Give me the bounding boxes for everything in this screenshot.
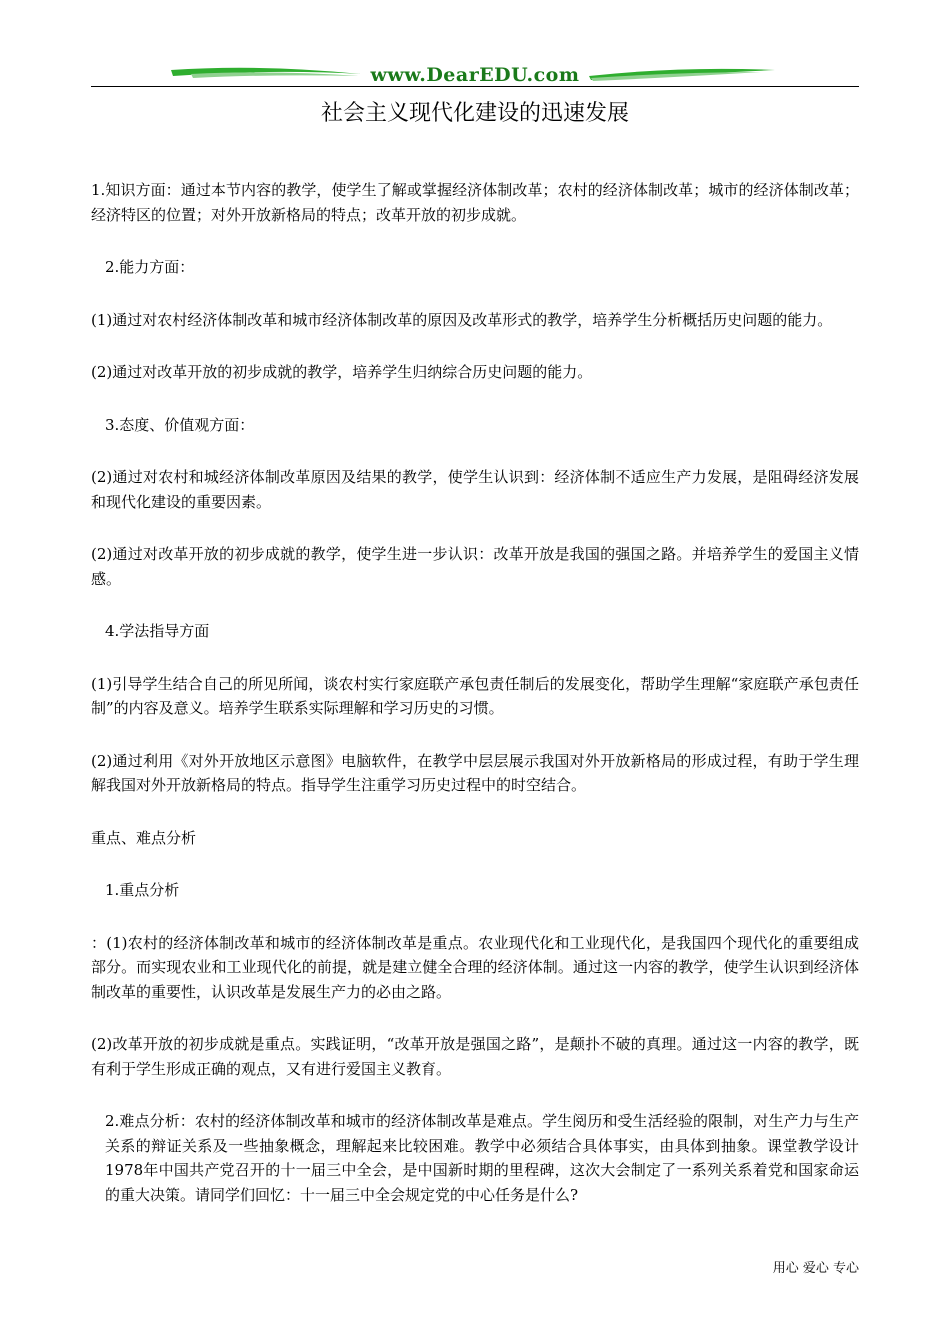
paragraph: (2)通过利用《对外开放地区示意图》电脑软件，在教学中层层展示我国对外开放新格局的形成过程，有助于学生理解我国对外开放新格局的特点。指导学生注重学习历史过程中的时空结合。 — [91, 751, 859, 794]
paragraph: (2)通过对改革开放的初步成就的教学，培养学生归纳综合历史问题的能力。 — [91, 363, 593, 381]
paragraph: 1.知识方面：通过本节内容的教学，使学生了解或掌握经济体制改革；农村的经济体制改革；城市的经济体制改革；经济特区的位置；对外开放新格局的特点；改革开放的初步成就。 — [91, 181, 859, 224]
section-heading: 1.重点分析 — [105, 881, 180, 899]
page-footer: 用心 爱心 专心 — [772, 1261, 859, 1276]
document-body — [91, 178, 859, 1235]
section-heading: 3.态度、价值观方面： — [105, 415, 255, 434]
paragraph: 2.难点分析：农村的经济体制改革和城市的经济体制改革是难点。学生阅历和受生活经验的限制，对生产力与生产关系的辩证关系及一些抽象概念，理解起来比较困难。教学中必须结合具体事实，由具体到抽象。课堂教学设计1978年中国共产党召开的十一届三中全会，是中国新时期的里程碑，这次大会制定了一系列关系着党和国家命运的重大决策。请同学们回忆：十一届三中全会规定党的中心任务是什么? — [105, 1112, 859, 1204]
document-title: 社会主义现代化建设的迅速发展 — [320, 101, 629, 126]
paragraph: (2)通过对改革开放的初步成就的教学，使学生进一步认识：改革开放是我国的强国之路。并培养学生的爱国主义情感。 — [91, 545, 859, 588]
paragraph: (1)引导学生结合自己的所见所闻，谈农村实行家庭联产承包责任制后的发展变化，帮助学生理解“家庭联产承包责任制”的内容及意义。培养学生联系实际理解和学习历史的习惯。 — [91, 674, 859, 717]
paragraph: (1)通过对农村经济体制改革和城市经济体制改革的原因及改革形式的教学，培养学生分析概括历史问题的能力。 — [91, 310, 833, 329]
section-heading: 4.学法指导方面 — [105, 622, 210, 640]
paragraph: (2)通过对农村和城经济体制改革原因及结果的教学，使学生认识到：经济体制不适应生产力发展，是阻碍经济发展和现代化建设的重要因素。 — [91, 468, 859, 511]
section-heading: 重点、难点分析 — [91, 828, 197, 847]
site-brand[interactable]: www.DearEDU.com — [370, 64, 580, 86]
section-heading: 2.能力方面： — [105, 258, 195, 276]
paragraph: ：(1)农村的经济体制改革和城市的经济体制改革是重点。农业现代化和工业现代化，是我国四个现代化的重要组成部分。而实现农业和工业现代化的前提，就是建立健全合理的经济体制。通过这一内容的教学，使学生认识到经济体制改革的重要性，认识改革是发展生产力的必由之路。 — [91, 933, 859, 1001]
paragraph: (2)改革开放的初步成就是重点。实践证明，“改革开放是强国之路”，是颠扑不破的真理。通过这一内容的教学，既有利于学生形成正确的观点，又有进行爱国主义教育。 — [91, 1035, 859, 1078]
header-divider — [91, 86, 859, 87]
